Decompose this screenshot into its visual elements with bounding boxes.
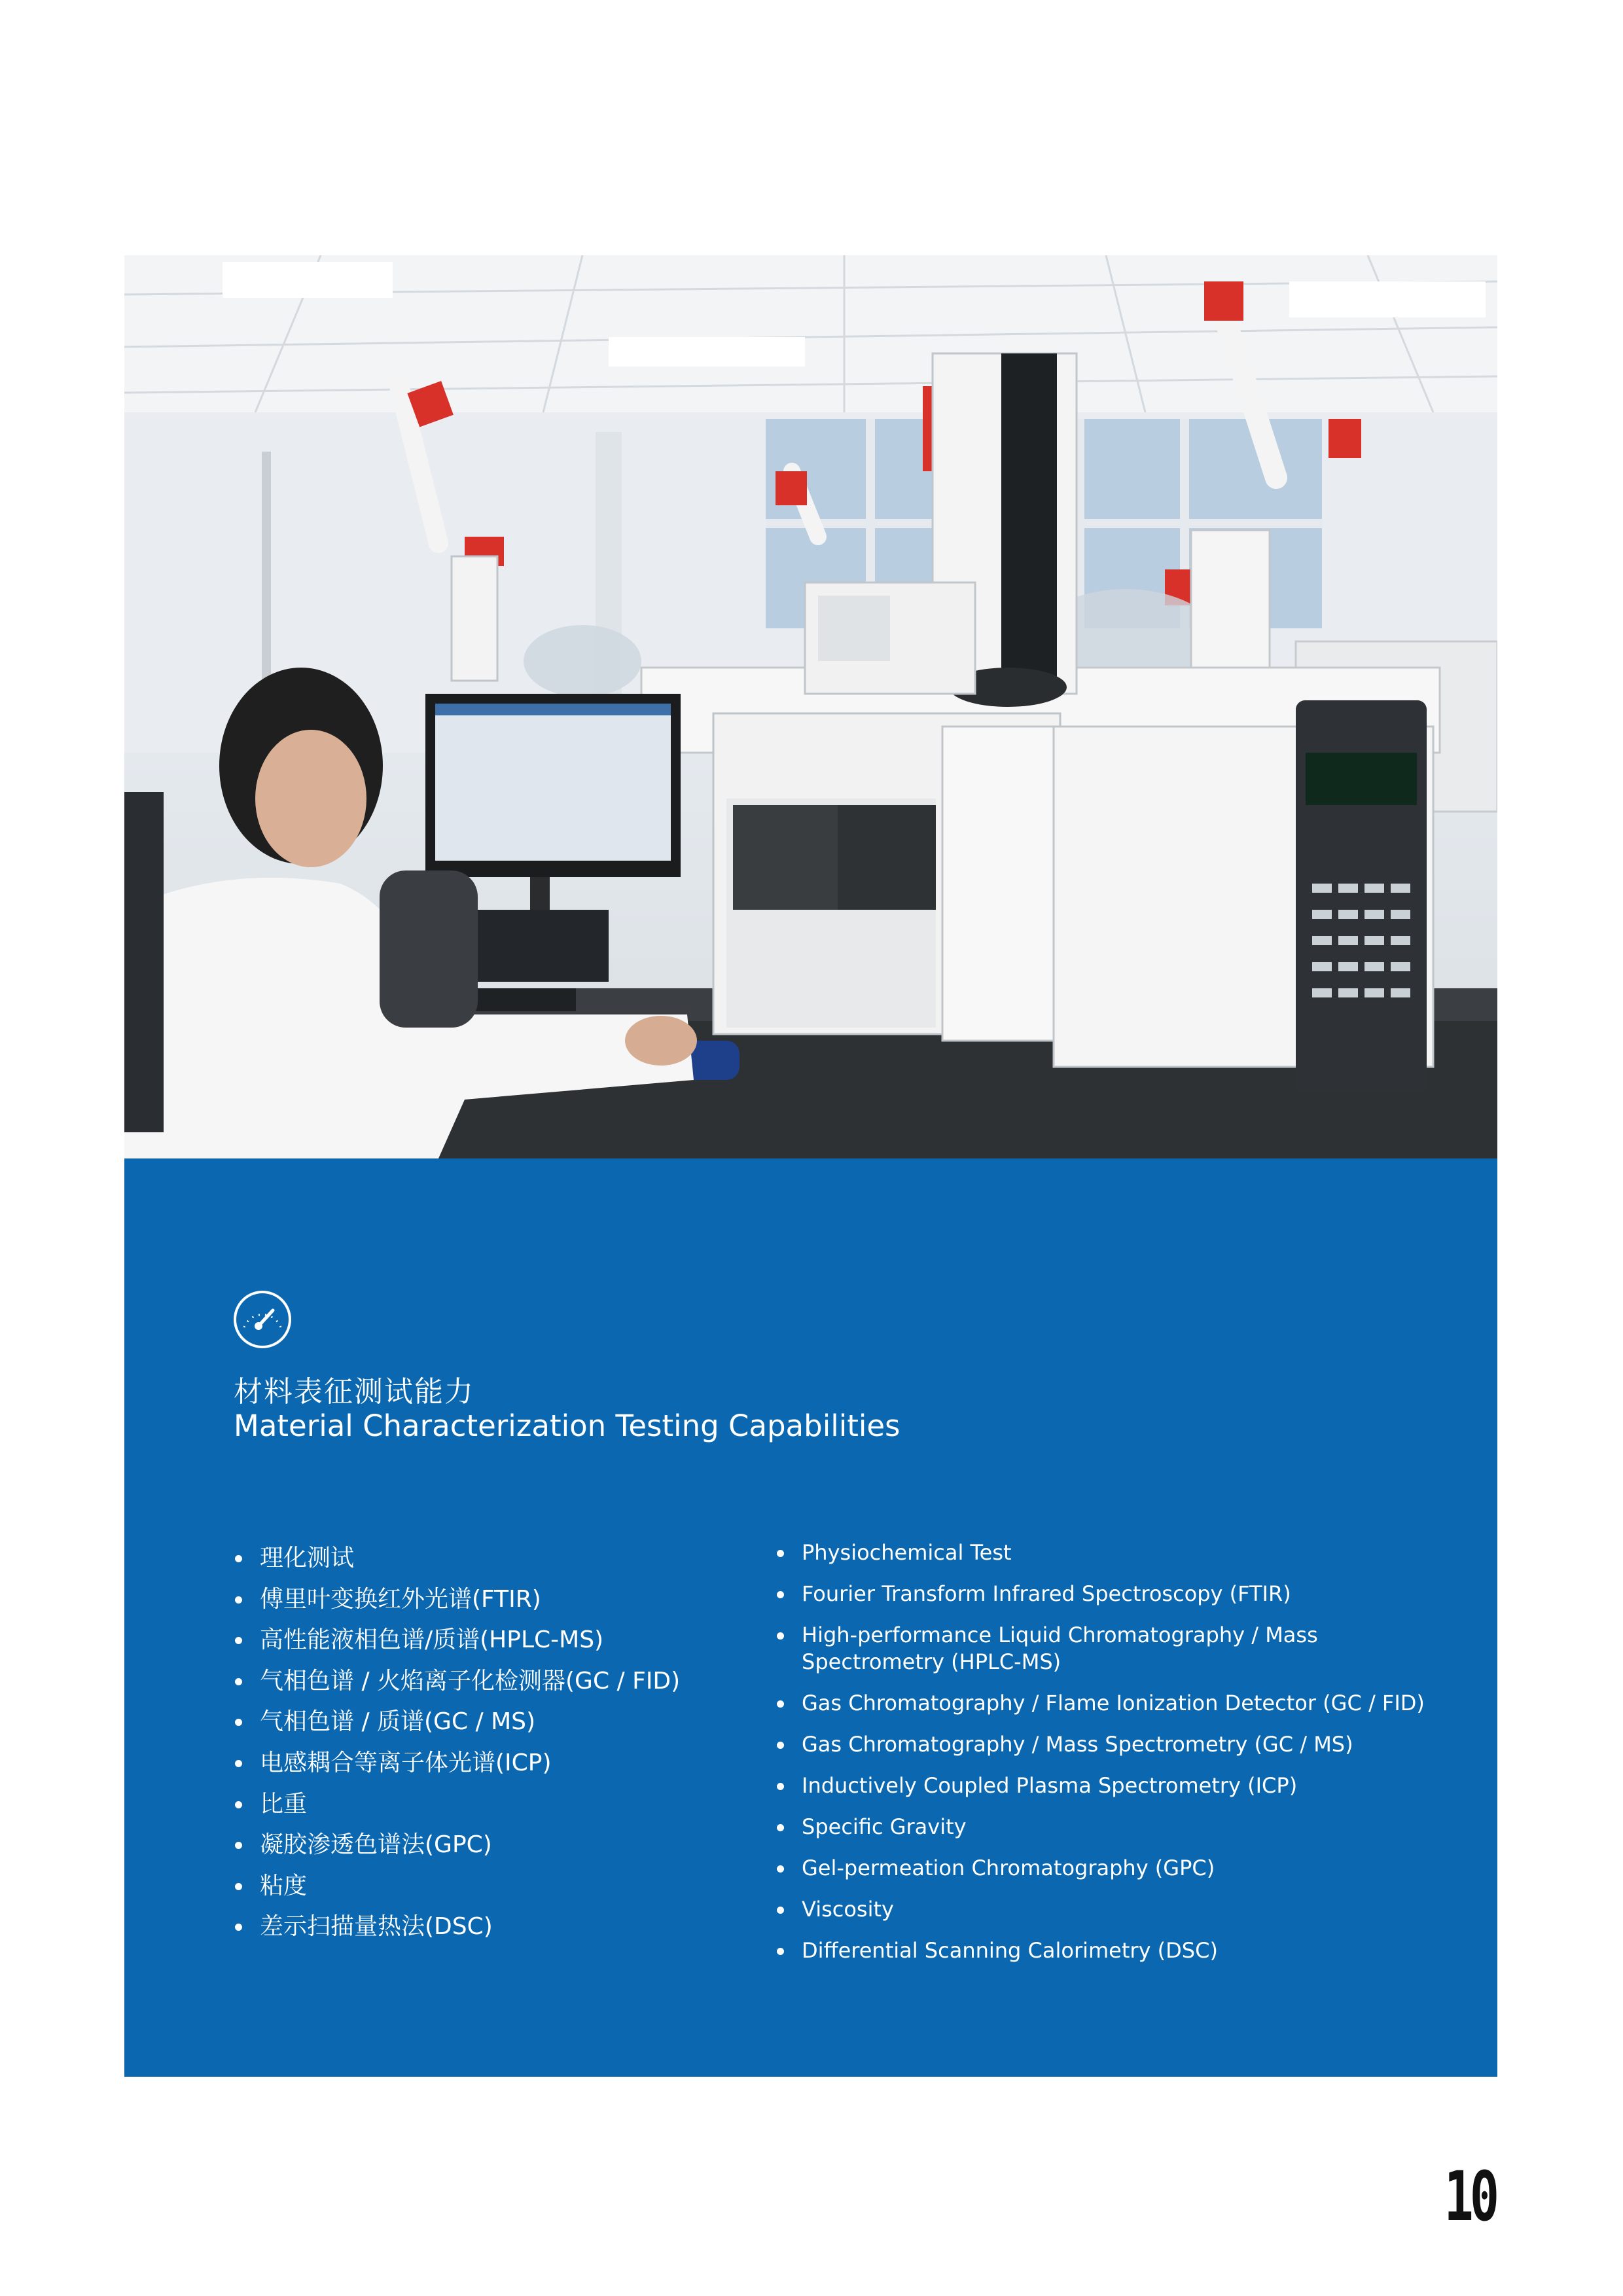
gauge-icon: [232, 1289, 293, 1350]
list-item: Differential Scanning Calorimetry (DSC): [774, 1937, 1429, 1964]
list-item: 气相色谱 / 质谱(GC / MS): [232, 1702, 730, 1743]
capability-list-english: [774, 1539, 1429, 1979]
list-item: 傅里叶变换红外光谱(FTIR): [232, 1579, 730, 1621]
list-item: 凝胶渗透色谱法(GPC): [232, 1825, 730, 1866]
list-item: Fourier Transform Infrared Spectroscopy (FTIR): [774, 1581, 1429, 1607]
list-item: 粘度: [232, 1866, 730, 1907]
list-item: Viscosity: [774, 1896, 1429, 1923]
heading-english: Material Characterization Testing Capabilities: [234, 1408, 901, 1443]
list-item: Gel-permeation Chromatography (GPC): [774, 1855, 1429, 1882]
lab-scene-illustration: [124, 255, 1497, 1158]
list-item: 电感耦合等离子体光谱(ICP): [232, 1743, 730, 1784]
list-item: Specific Gravity: [774, 1814, 1429, 1840]
lab-photo: [124, 255, 1497, 1158]
list-item: High-performance Liquid Chromatography / Mass Spectrometry (HPLC-MS): [774, 1622, 1325, 1676]
page-number: 10: [1444, 2157, 1495, 2236]
list-item: Gas Chromatography / Flame Ionization Detector (GC / FID): [774, 1690, 1429, 1717]
list-item: 差示扫描量热法(DSC): [232, 1907, 730, 1948]
capability-list-chinese: [232, 1538, 730, 1948]
heading-chinese: 材料表征测试能力: [234, 1375, 474, 1408]
list-item: 比重: [232, 1784, 730, 1825]
list-item: Inductively Coupled Plasma Spectrometry (ICP): [774, 1772, 1429, 1799]
list-item: Physiochemical Test: [774, 1539, 1429, 1566]
list-item: Gas Chromatography / Mass Spectrometry (GC / MS): [774, 1731, 1429, 1758]
list-item: 理化测试: [232, 1538, 730, 1579]
capabilities-panel: [124, 1158, 1497, 2077]
list-item: 气相色谱 / 火焰离子化检测器(GC / FID): [232, 1661, 730, 1702]
list-item: 高性能液相色谱/质谱(HPLC-MS): [232, 1620, 730, 1661]
